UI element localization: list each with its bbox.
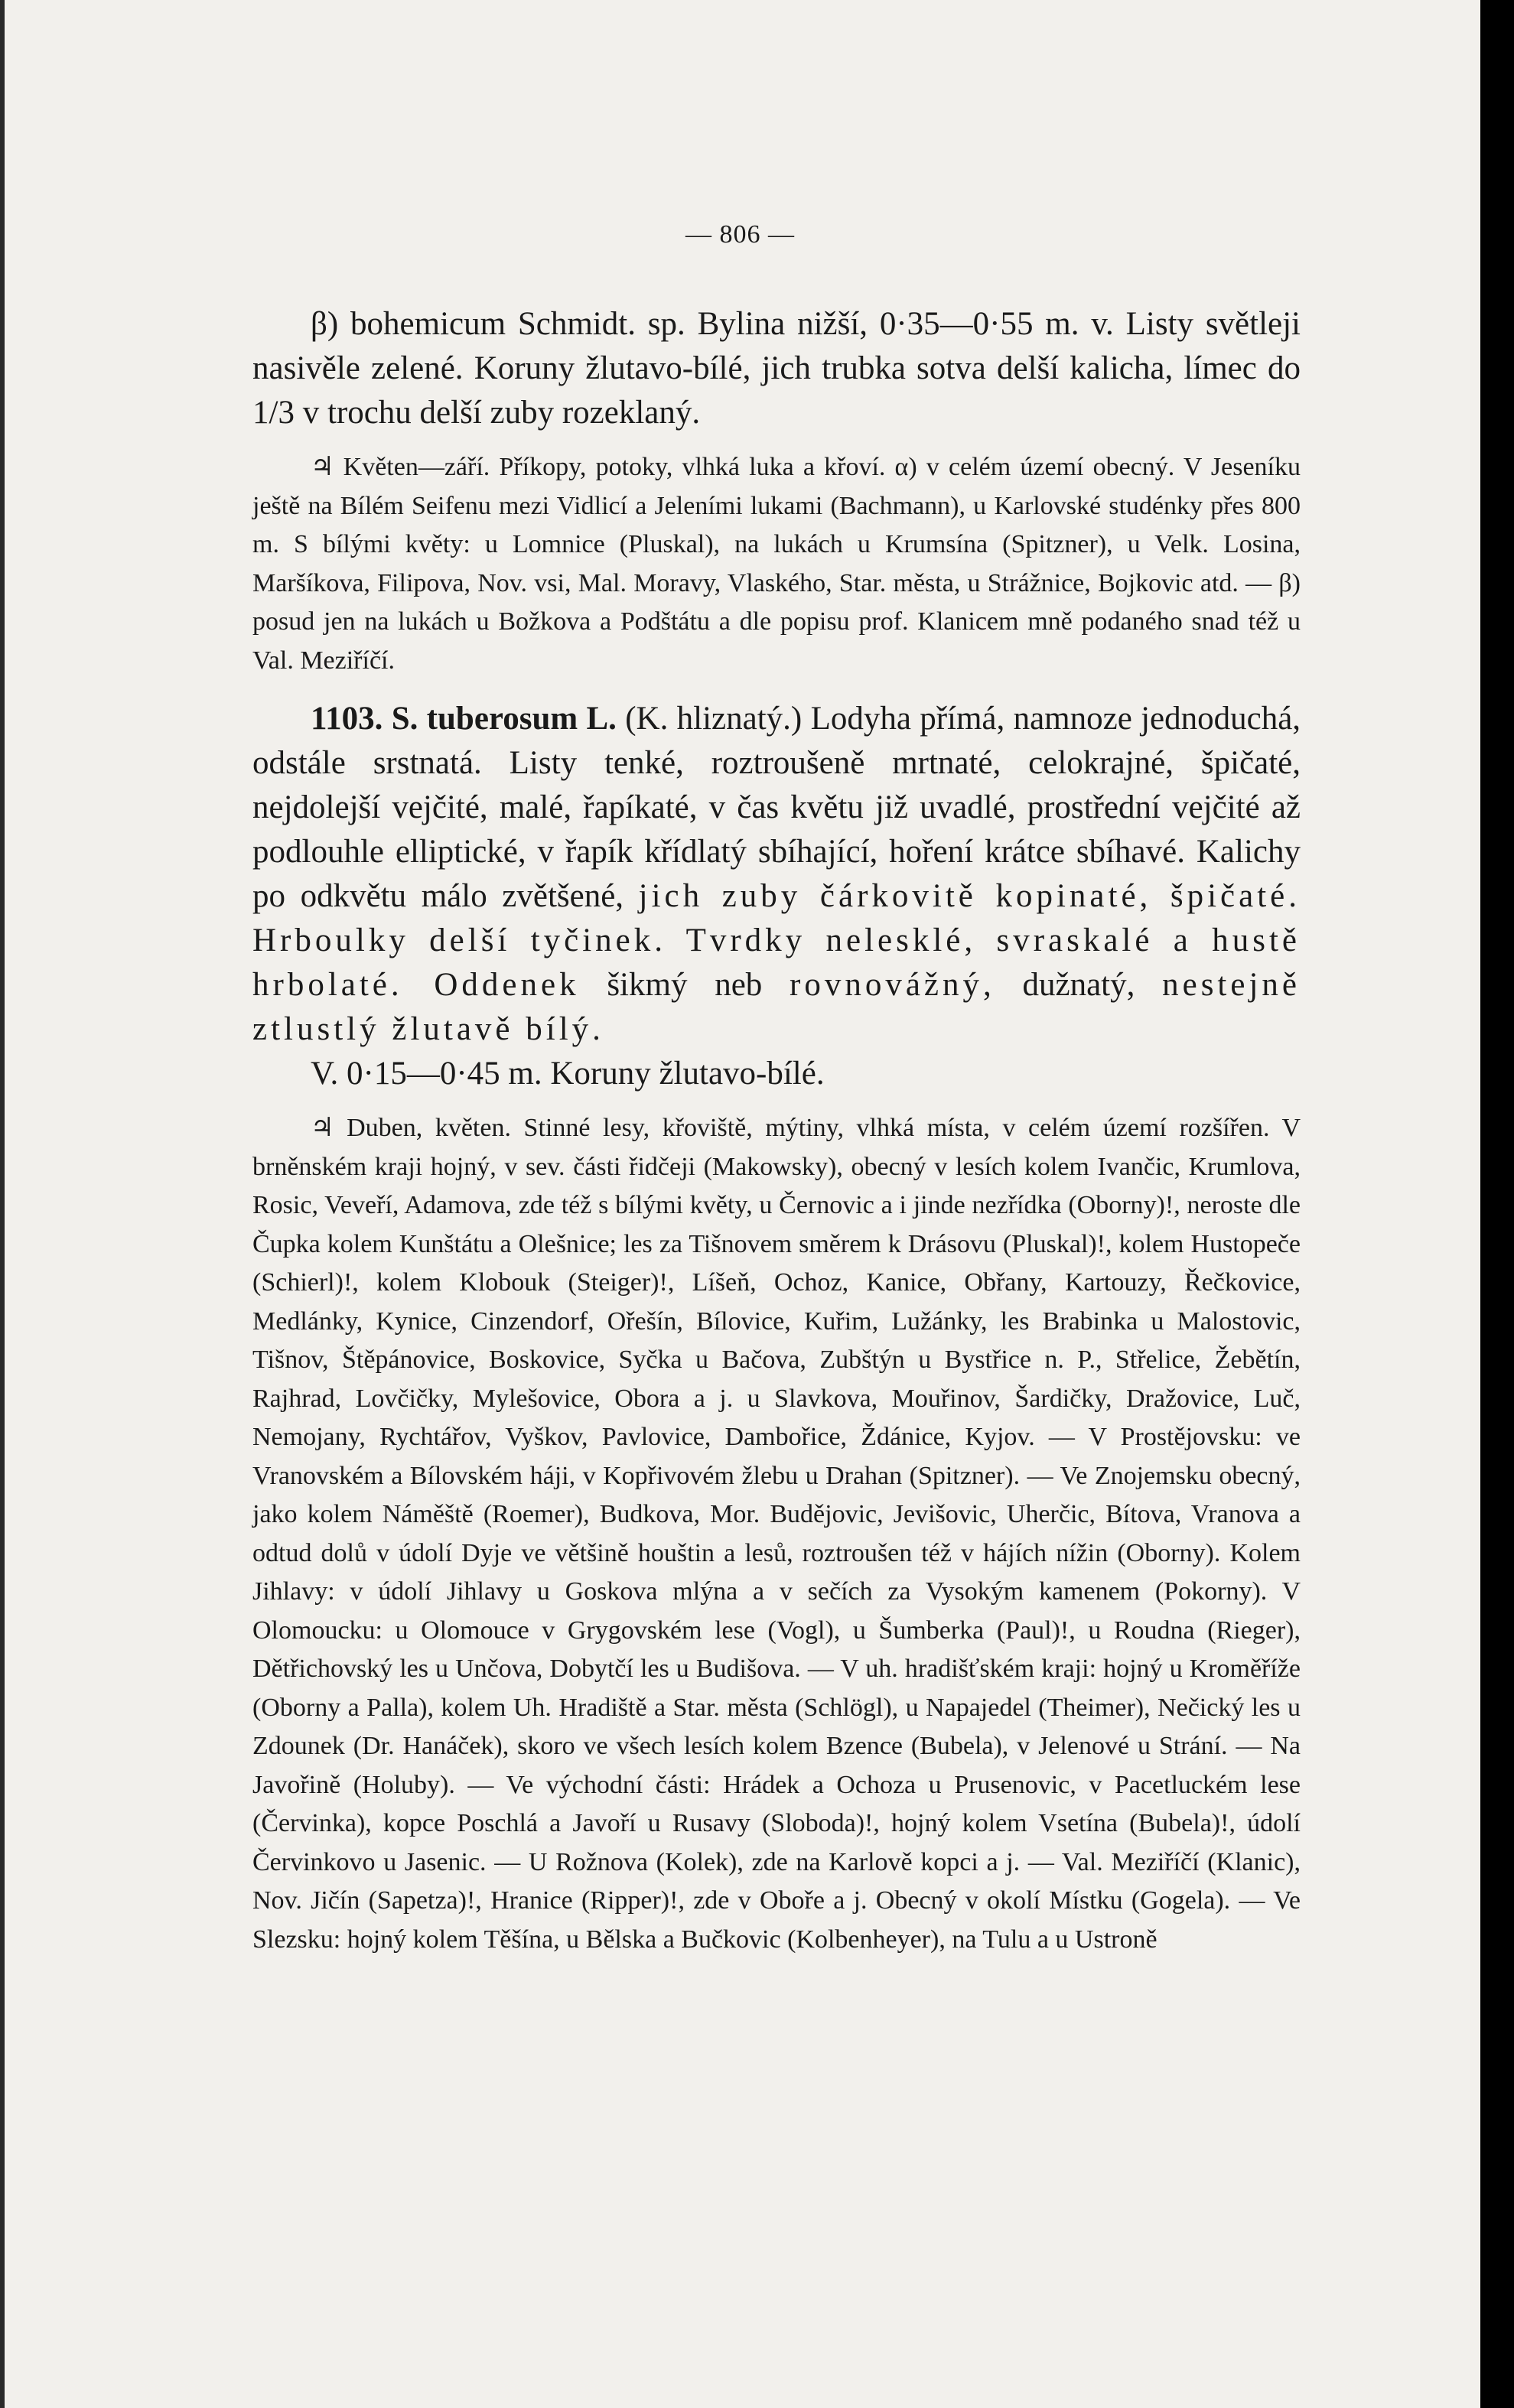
species-description-2: šikmý neb: [607, 967, 763, 1003]
species-diagnostic-2: rovnovážný,: [790, 967, 995, 1003]
species-description-3: dužnatý,: [1022, 967, 1135, 1003]
page-number: — 806 —: [685, 220, 795, 249]
species-size-line: V. 0·15—0·45 m. Koruny žlutavo-bílé.: [311, 1056, 825, 1092]
species-name: S. tuberosum L.: [391, 701, 617, 737]
distribution-text-2: Duben, květen. Stinné lesy, křoviště, mýtiny, vlhká místa, v celém území rozšířen. V brněnském kraji hojný, v sev. části řidčeji (Makowsky), obecný v lesích kolem Ivančic, Krumlova, Rosic, Veveří, Adamova, zde též s bílými květy, u Černovic a i jinde nezřídka (Oborny)!, neroste dle Čupka kolem Kunštátu a Olešnice; les za Tišnovem směrem k Drásovu (Pluskal)!, kolem Hustopeče (Schierl)!, kolem Klobouk (Steiger)!, Líšeň, Ochoz, Kanice, Obřany, Kartouzy, Řečkovice, Medlánky, Kynice, Cinzendorf, Ořešín, Bílovice, Kuřim, Lužánky, les Brabinka u Malostovic, Tišnov, Štěpánovice, Boskovice, Syčka u Bačova, Zubštýn u Bystřice n. P., Střelice, Žebětín, Rajhrad, Lovčičky, Mylešovice, Obora a j. u Slavkova, Mouřinov, Šardičky, Dražovice, Luč, Nemojany, Rychtářov, Vyškov, Pavlovice, Dambořice, Ždánice, Kyjov. — V Prostějovsku: ve Vranovském a Bílovském háji, v Kopřivovém žlebu u Drahan (Spitzner). — Ve Znojemsku obecný, jako kolem Náměště (Roemer), Budkova, Mor. Budějovic, Jevišovic, Uherčic, Bítova, Vranova a odtud dolů v údolí Dyje ve většině houštin a lesů, roztroušen též v hájích nížin (Oborny). Kolem Jihlavy: v údolí Jihlavy u Goskova mlýna a v sečích za Vysokým kamenem (Pokorny). V Olomoucku: u Olomouce v Grygovském lese (Vogl), u Šumberka (Paul)!, u Roudna (Rieger), Dětřichovský les u Unčova, Dobytčí les u Budišova. — V uh. hradišťském kraji: hojný u Kroměříže (Oborny a Palla), kolem Uh. Hradiště a Star. města (Schlögl), u Napajedel (Theimer), Nečický les u Zdounek (Dr. Hanáček), skoro ve všech lesích kolem Bzence (Bubela), v Jelenové u Strání. — Na Javořině (Holuby). — Ve východní části: Hrádek a Ochoza u Prusenovic, v Pacetluckém lese (Červinka), kopce Poschlá a Javoří u Rusavy (Sloboda)!, hojný kolem Vsetína (Bubela)!, údolí Červinkovo u Jasenic. — U Rožnova (Kolek), zde na Karlově kopci a j. — Val. Meziříčí (Klanic), Nov. Jičín (Sapetza)!, Hranice (Ripper)!, zde v Oboře a j. Obecný v okolí Místku (Gogela). — Ve Slezsku: hojný kolem Těšína, u Bělska a Bučkovic (Kolbenheyer), na Tulu a u Ustroně: [252, 1114, 1301, 1954]
beta-symbol: β): [311, 306, 339, 342]
perennial-symbol-icon: ♃: [311, 1112, 334, 1143]
perennial-symbol-icon: ♃: [311, 451, 334, 482]
scan-edge: [0, 0, 5, 2408]
species-paragraph: [252, 697, 1301, 1052]
distribution-text-1: Květen—září. Příkopy, potoky, vlhká luka a křoví. α) v celém území obecný. V Jeseníku ještě na Bílém Seifenu mezi Vidlicí a Jeleními lukami (Bachmann), u Karlovské studénky přes 800 m. S bílými květy: u Lomnice (Pluskal), na lukách u Krumsína (Spitzner), u Velk. Losina, Maršíkova, Filipova, Nov. vsi, Mal. Moravy, Vlaského, Star. města, u Strážnice, Bojkovic atd. — β) posud jen na lukách u Božkova a Podštátu a dle popisu prof. Klanicem mně podaného snad též u Val. Meziříčí.: [252, 453, 1301, 675]
beta-variety-paragraph: [252, 302, 1301, 435]
distribution-paragraph-2: [252, 1108, 1301, 1959]
species-description: Lodyha přímá, namnoze jednoduchá, odstále srstnatá. Listy tenké, roztroušeně mrtnaté, celokrajné, špičaté, nejdolejší vejčité, malé, řapíkaté, v čas květu již uvadlé, prostřední vejčité až podlouhle elliptické, v řapík křídlatý sbíhající, hoření krátce sbíhavé. Kalichy po odkvětu málo zvětšené,: [252, 701, 1301, 914]
species-number: 1103.: [311, 701, 383, 737]
beta-name: bohemicum Schmidt. sp.: [350, 306, 685, 342]
species-common-name: (K. hliznatý.): [625, 701, 803, 737]
page-content: [252, 302, 1301, 1959]
species-diagnostic-3: nestejně ztlustlý žlutavě bílý.: [252, 967, 1301, 1047]
species-diagnostic-1: jich zuby čárkovitě kopinaté, špičaté. Hrboulky delší tyčinek. Tvrdky nelesklé, svraskalé a hustě hrbolaté. Oddenek: [252, 878, 1301, 1003]
beta-description: Bylina nižší, 0·35—0·55 m. v. Listy světleji nasivěle zelené. Koruny žlutavo-bílé, jich trubka sotva delší kalicha, límec do 1/3 v trochu delší zuby rozeklaný.: [252, 306, 1301, 431]
distribution-paragraph-1: [252, 447, 1301, 680]
